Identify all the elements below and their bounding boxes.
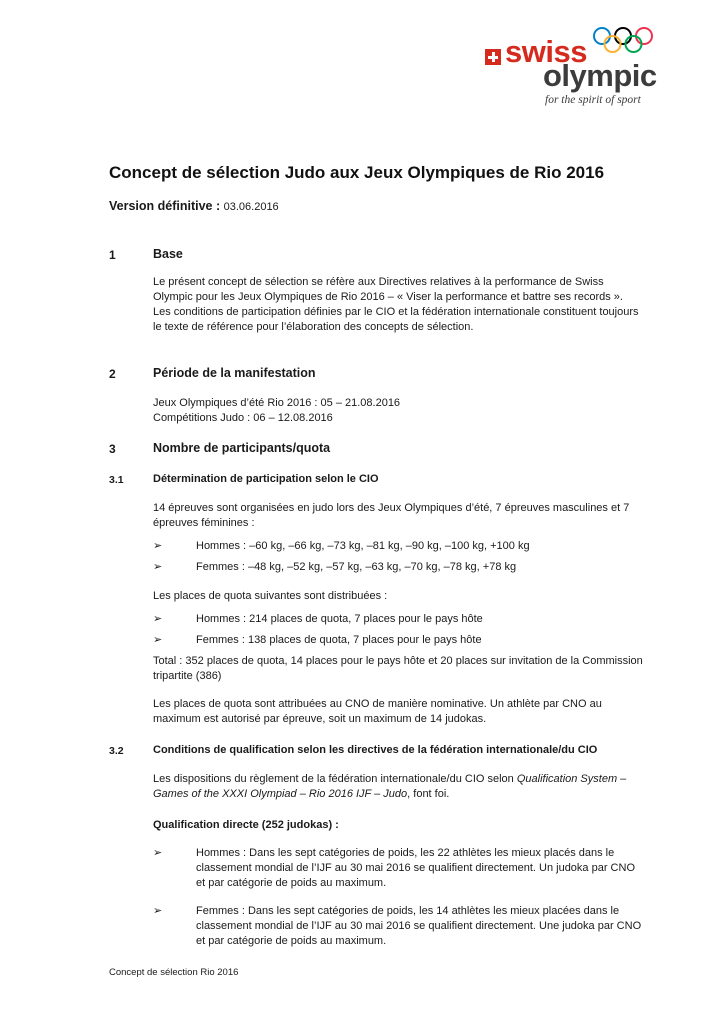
section-1-text: Le présent concept de sélection se réfère aux Directives relatives à la performance de Swiss Olympic pour les Jeux Olympiques de Rio 2016 – « Viser la performance et battre ses records ». Les conditions de participation définies par le CIO et la fédération internationale constituent toujours le texte de référence pour l’élaboration des concepts de sélection. (153, 276, 639, 333)
olympic-rings-icon (592, 26, 654, 56)
bullet-arrow-icon: ➢ (153, 847, 163, 859)
section-2-number: 2 (109, 367, 116, 381)
logo-tagline: for the spirit of sport (545, 94, 641, 106)
section-3-number: 3 (109, 442, 116, 456)
rules-document-name: Qualification System – Games of the XXXI Olympiad – Rio 2016 IJF – Judo (153, 773, 627, 800)
section-3-2-title: Conditions de qualification selon les directives de la fédération internationale/du CIO (153, 744, 598, 756)
section-1-title: Base (153, 247, 183, 261)
bullet-arrow-icon: ➢ (153, 561, 163, 573)
logo-swiss-text: swiss (505, 34, 587, 69)
section-3-1-title: Détermination de participation selon le CIO (153, 473, 379, 485)
section-1-number: 1 (109, 248, 116, 262)
section-2-title: Période de la manifestation (153, 366, 316, 380)
swiss-cross-icon (485, 49, 501, 65)
qualification-rules-text (153, 772, 643, 802)
quota-total: Total : 352 places de quota, 14 places pour le pays hôte et 20 places sur invitation de la Commission tripartite (386) (153, 655, 643, 682)
judo-dates-line: Compétitions Judo : 06 – 12.08.2016 (153, 412, 333, 424)
quota-intro: Les places de quota suivantes sont distribuées : (153, 590, 388, 602)
women-qualification: Femmes : Dans les sept catégories de poids, les 14 athlètes les mieux placées dans le classement mondial de l’IJF au 30 mai 2016 se qualifient directement. Une judoka par CNO et par catégorie de poids au maximum. (196, 905, 642, 947)
bullet-arrow-icon: ➢ (153, 634, 163, 646)
men-quota: Hommes : 214 places de quota, 7 places pour le pays hôte (196, 613, 483, 625)
bullet-arrow-icon: ➢ (153, 540, 163, 552)
swiss-olympic-logo (480, 22, 670, 112)
page-footer: Concept de sélection Rio 2016 (109, 967, 239, 978)
rules-text-end: , font foi. (407, 788, 450, 800)
events-intro: 14 épreuves sont organisées en judo lors des Jeux Olympiques d’été, 7 épreuves masculines et 7 épreuves féminines : (153, 502, 630, 529)
women-categories: Femmes : –48 kg, –52 kg, –57 kg, –63 kg, –70 kg, –78 kg, +78 kg (196, 561, 517, 573)
section-3-1-number: 3.1 (109, 474, 124, 486)
nominative-text: Les places de quota sont attribuées au CNO de manière nominative. Un athlète par CNO au maximum est autorisé par épreuve, soit un maximum de 14 judokas. (153, 698, 602, 725)
version-date: 03.06.2016 (223, 201, 279, 213)
version-label: Version définitive : (109, 199, 221, 213)
section-3-2-number: 3.2 (109, 745, 124, 757)
section-3-title: Nombre de participants/quota (153, 441, 331, 455)
men-categories: Hommes : –60 kg, –66 kg, –73 kg, –81 kg, –90 kg, –100 kg, +100 kg (196, 540, 530, 552)
direct-qualification-label: Qualification directe (252 judokas) : (153, 819, 339, 831)
event-dates-line: Jeux Olympiques d’été Rio 2016 : 05 – 21.08.2016 (153, 397, 401, 409)
rules-text-start: Les dispositions du règlement de la fédération internationale/du CIO selon (153, 773, 517, 785)
bullet-arrow-icon: ➢ (153, 905, 163, 917)
version-line (109, 199, 279, 213)
document-title: Concept de sélection Judo aux Jeux Olympiques de Rio 2016 (109, 163, 605, 182)
men-qualification: Hommes : Dans les sept catégories de poids, les 22 athlètes les mieux placés dans le classement mondial de l’IJF au 30 mai 2016 se qualifient directement. Un judoka par CNO et par catégorie de poids au maximum. (196, 847, 636, 889)
bullet-arrow-icon: ➢ (153, 613, 163, 625)
women-quota: Femmes : 138 places de quota, 7 places pour le pays hôte (196, 634, 482, 646)
logo-olympic-text: olympic (543, 58, 657, 93)
